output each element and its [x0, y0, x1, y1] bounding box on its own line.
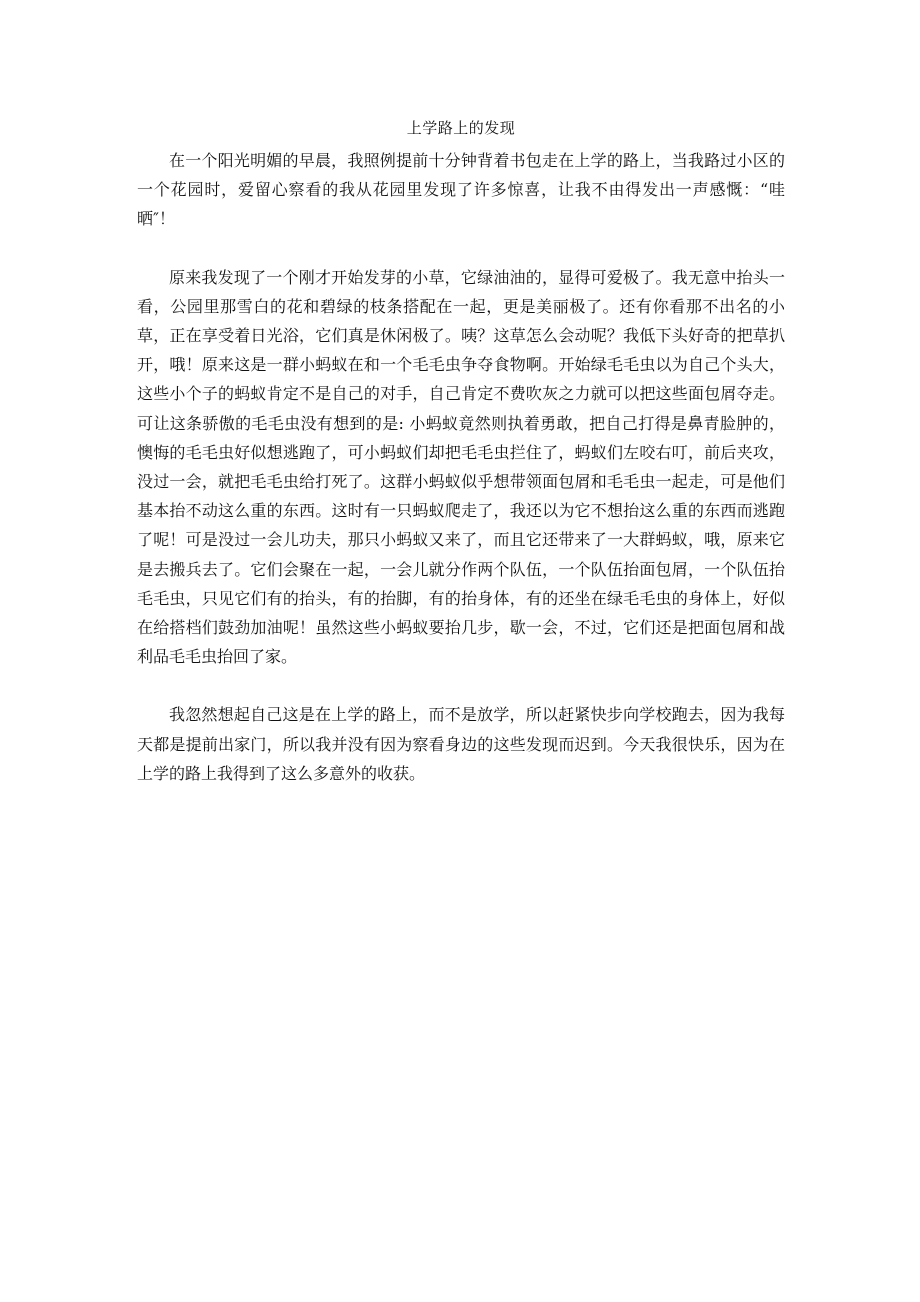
paragraph-spacer: [137, 234, 785, 263]
paragraph-1: 在一个阳光明媚的早晨，我照例提前十分钟背着书包走在上学的路上，当我路过小区的一个花园时，爱留心察看的我从花园里发现了许多惊喜，让我不由得发出一声感慨：“哇晒″！: [137, 151, 785, 229]
document-title: 上学路上的发现: [406, 119, 516, 137]
document-body: [137, 114, 785, 788]
paragraph-2: 原来我发现了一个刚才开始发芽的小草，它绿油油的，显得可爱极了。我无意中抬头一看，公园里那雪白的花和碧绿的枝条搭配在一起，更是美丽极了。还有你看那不出名的小草，正在享受着日光浴，它们真是休闲极了。咦？这草怎么会动呢？我低下头好奇的把草扒开，哦！原来这是一群小蚂蚁在和一个毛毛虫争夺食物啊。开始绿毛毛虫以为自己个头大，这些小个子的蚂蚁肯定不是自己的对手，自己肯定不费吹灰之力就可以把这些面包屑夺走。可让这条骄傲的毛毛虫没有想到的是: 小蚂蚁竟然则执着勇敢，把自己打得是鼻青脸肿的，懊悔的毛毛虫好似想逃跑了，可小蚂蚁们却把毛毛虫拦住了，蚂蚁们左咬右叮，前后夹攻，没过一会，就把毛毛虫给打死了。这群小蚂蚁似乎想带领面包屑和毛毛虫一起走，可是他们基本抬不动这么重的东西。这时有一只蚂蚁爬走了，我还以为它不想抬这么重的东西而逃跑了呢！可是没过一会儿功夫，那只小蚂蚁又来了，而且它还带来了一大群蚂蚁，哦，原来它是去搬兵去了。它们会聚在一起，一会儿就分作两个队伍，一个队伍抬面包屑，一个队伍抬毛毛虫，只见它们有的抬头，有的抬脚，有的抬身体，有的还坐在绿毛毛虫的身体上，好似在给搭档们鼓劲加油呢！虽然这些小蚂蚁要抬几步，歇一会，不过，它们还是把面包屑和战利品毛毛虫抬回了家。: [137, 267, 785, 667]
paragraph-3: 我忽然想起自己这是在上学的路上，而不是放学，所以赶紧快步向学校跑去，因为我每天都是提前出家门，所以我并没有因为察看身边的这些发现而迟到。今天我很快乐，因为在上学的路上我得到了这么多意外的收获。: [137, 705, 785, 783]
paragraph-spacer: [137, 671, 785, 700]
